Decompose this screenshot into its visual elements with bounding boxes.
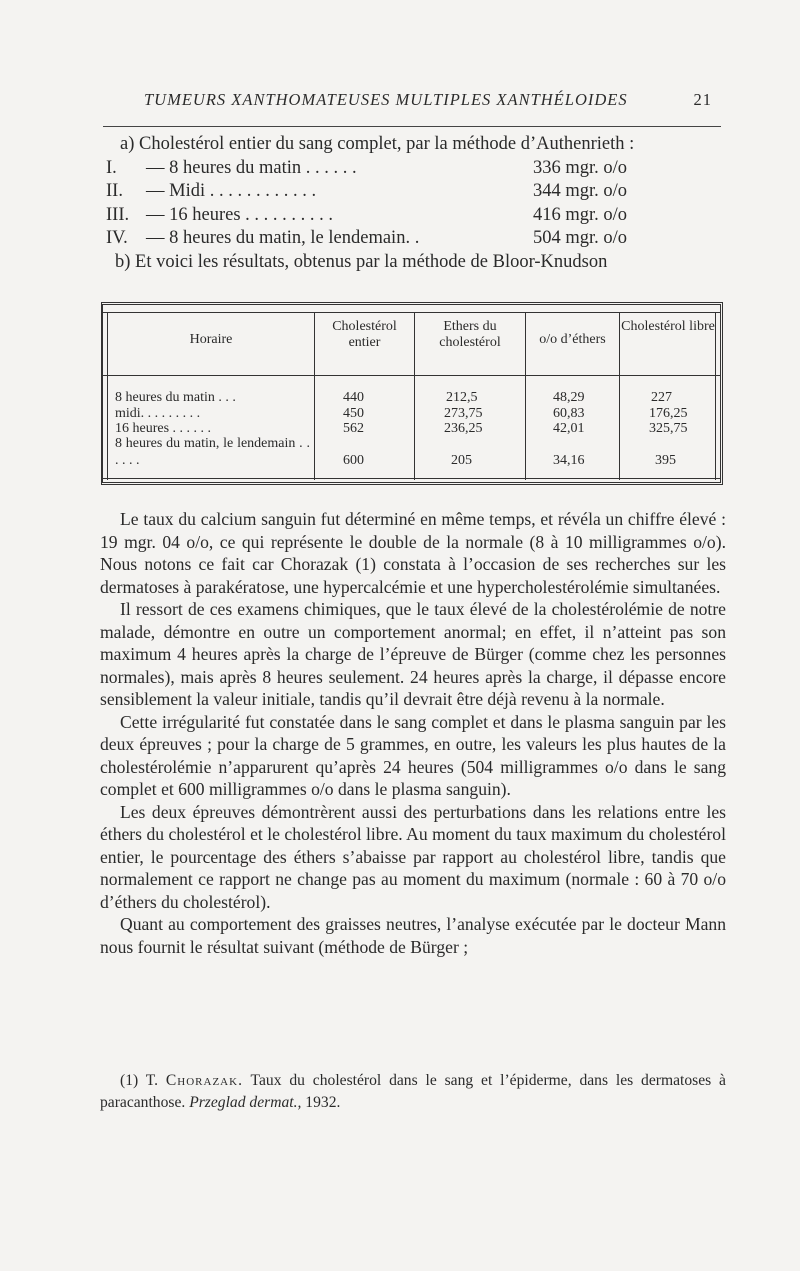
table-cell-horaire: midi. . . . . . . . . [115, 406, 201, 421]
results-table [101, 302, 723, 485]
row-label: — 8 heures du matin . . . . . . [146, 157, 357, 178]
table-header-rule [103, 375, 720, 376]
footnote [100, 1070, 726, 1114]
row-value: 504 mgr. o/o [533, 228, 628, 248]
method-b-intro: b) Et voici les résultats, obtenus par la méthode de Bloor-Knudson [115, 251, 608, 272]
table-rule [103, 478, 720, 479]
table-header-entier: Cholestérol entier [332, 319, 397, 350]
row-value: 336 mgr. o/o [533, 157, 628, 178]
table-rule [103, 312, 720, 313]
table-cell-entier: 562 [343, 421, 364, 436]
table-cell-pct: 34,16 [553, 453, 585, 468]
row-number: III. [106, 204, 130, 225]
row-label: — 16 heures . . . . . . . . . . [146, 204, 334, 225]
running-head-title: TUMEURS XANTHOMATEUSES MULTIPLES XANTHÉLOIDES [144, 90, 628, 109]
table-cell-pct: 60,83 [553, 406, 585, 421]
table-header-pct: o/o d’éthers [539, 332, 606, 347]
footnote-author: Chorazak. [165, 1072, 243, 1089]
table-cell-libre: 325,75 [649, 421, 688, 436]
table-cell-pct: 42,01 [553, 421, 585, 436]
method-a-row [100, 227, 740, 251]
table-cell-ethers: 212,5 [446, 390, 478, 405]
table-cell-horaire: 8 heures du matin, le lendemain . . . . . . [115, 436, 310, 468]
paragraph: Le taux du calcium sanguin fut déterminé en même temps, et révéla un chiffre élevé : 19 mgr. 04 o/o, ce qui représente le double de la normale (8 à 10 milligrammes o/o). Nous notons ce fait car Chorazak (1) constata à l’occasion de ses recherches sur les dermatoses à parakératose, une hypercalcémie et une hypercholestérolémie simultanées. [100, 509, 726, 597]
table-cell-ethers: 273,75 [444, 406, 483, 421]
method-a-row [100, 180, 740, 204]
paragraph: Quant au comportement des graisses neutres, l’analyse exécutée par le docteur Mann nous fournit le résultat suivant (méthode de Bürger ; [100, 914, 726, 957]
method-a-section [100, 133, 740, 274]
table-cell-entier: 600 [343, 453, 364, 468]
table-cell-horaire: 16 heures . . . . . . [115, 421, 212, 436]
table-cell-libre: 176,25 [649, 406, 688, 421]
footnote-journal: Przeglad dermat., [189, 1094, 302, 1111]
table-cell-horaire: 8 heures du matin . . . [115, 390, 236, 405]
footnote-title: Taux du cholestérol dans le sang et l’épiderme, dans les dermatoses à paracanthose. [100, 1072, 726, 1111]
footnote-year: 1932. [305, 1094, 341, 1111]
row-label: — 8 heures du matin, le lendemain. . [146, 228, 420, 248]
paragraph: Les deux épreuves démontrèrent aussi des perturbations dans les relations entre les éthers du cholestérol et le cholestérol libre. Au moment du taux maximum du cholestérol entier, le pourcentage des éthers s’abaisse par rapport au cholestérol libre, tandis que normalement ce rapport ne change pas au moment du maximum (normale : 60 à 70 o/o d’éthers du cholestérol). [100, 801, 726, 912]
table-cell-ethers: 205 [451, 453, 472, 468]
table-rule [715, 313, 716, 480]
row-number: IV. [106, 228, 128, 248]
footnote-text [100, 1070, 726, 1114]
table-cell-entier: 440 [343, 390, 364, 405]
body-text [100, 508, 726, 958]
method-a-intro: a) Cholestérol entier du sang complet, par la méthode d’Authenrieth : [120, 134, 635, 154]
method-a-row [100, 204, 740, 228]
table-header-horaire: Horaire [189, 332, 233, 347]
table-cell-pct: 48,29 [553, 390, 585, 405]
table-column-rule [619, 313, 620, 480]
row-label: — Midi . . . . . . . . . . . . [146, 181, 317, 201]
footnote-marker: (1) T. [120, 1072, 159, 1089]
paragraph: Il ressort de ces examens chimiques, que le taux élevé de la cholestérolémie de notre malade, démontre en outre un comportement anormal; en effet, il n’atteint pas son maximum 4 heures après la charge de l’épreuve de Bürger (comme chez les personnes normales), mais après 8 heures seulement. 24 heures après la charge, il dépasse encore sensiblement la valeur initiale, tandis qu’il devrait être déjà revenu à la normale. [100, 599, 726, 709]
row-value: 344 mgr. o/o [533, 181, 628, 201]
table-cell-ethers: 236,25 [444, 421, 483, 436]
page-number: 21 [693, 90, 712, 109]
table-cell-libre: 227 [651, 390, 672, 405]
table-cell-entier: 450 [343, 406, 364, 421]
table-header-ethers: Ethers du cholestérol [439, 319, 501, 350]
table-cell-libre: 395 [655, 453, 676, 468]
method-a-row [100, 157, 740, 181]
row-value: 416 mgr. o/o [533, 204, 628, 225]
header-rule [103, 126, 721, 127]
row-number: II. [106, 181, 123, 201]
row-number: I. [106, 157, 117, 178]
paragraph: Cette irrégularité fut constatée dans le sang complet et dans le plasma sanguin par les deux épreuves ; pour la charge de 5 grammes, en outre, les valeurs les plus hautes de la cholestérolémie n’apparurent qu’après 24 heures (504 milligrammes o/o dans le sang complet et 600 milligrammes o/o dans le plasma sanguin). [100, 711, 726, 799]
table-header-libre: Cholestérol libre [621, 319, 715, 334]
